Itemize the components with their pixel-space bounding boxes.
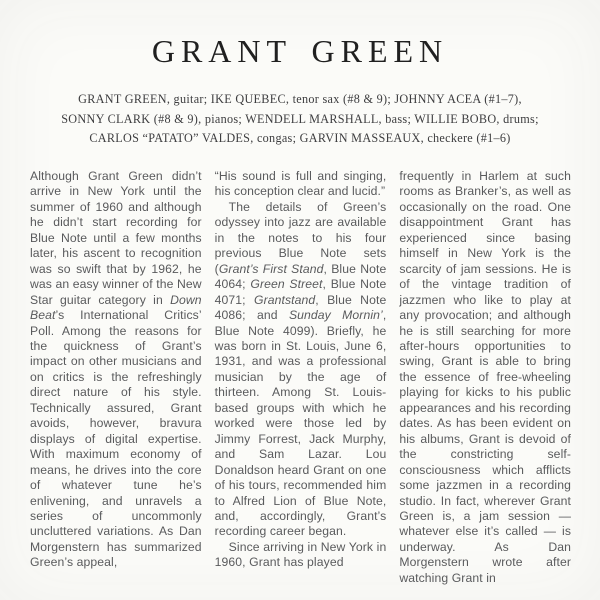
notes-column-1 xyxy=(30,169,202,586)
paragraph xyxy=(215,540,387,571)
text-segment: The details of Green’s odyssey into jazz are available in the notes to his four previous Blue Note sets ( xyxy=(214,199,387,276)
credit-line-1: GRANT GREEN, guitar; IKE QUEBEC, tenor sax (#8 & 9); JOHNNY ACEA (#1–7), xyxy=(78,92,522,106)
text-segment: , Blue Note 4099). Briefly, he was born in St. Louis, June 6, 1931, and was a professional musician by the age of thirteen. Among St. Louis-based groups with which he worked were those led by Jimmy Forrest, Jack Murphy, and Sam Lazar. Lou Donaldson heard Grant on one of his tours, recommended him to Alfred Lion of Blue Note, and, accordingly, Grant’s recording career began. xyxy=(214,308,387,539)
paragraph xyxy=(399,169,571,586)
notes-column-2 xyxy=(215,169,387,586)
credit-line-3: CARLOS “PATATO” VALDES, congas; GARVIN MASSEAUX, checkere (#1–6) xyxy=(89,131,511,145)
credit-line-2: SONNY CLARK (#8 & 9), pianos; WENDELL MARSHALL, bass; WILLIE BOBO, drums; xyxy=(61,111,539,126)
paragraph xyxy=(215,169,387,200)
paragraph xyxy=(215,200,387,540)
text-segment: , Blue Note 4086; and xyxy=(214,292,387,323)
paragraph xyxy=(30,169,202,571)
album-name: Grant’s First Stand xyxy=(218,261,324,276)
album-name: Green Street xyxy=(250,277,323,292)
notes-column-3 xyxy=(399,169,571,586)
personnel-credits xyxy=(20,90,580,149)
text-segment: Although Grant Green didn’t arrive in New York until the summer of 1960 and although he didn’t start recording for Blue Note until a few months later, his ascent to recognition was so swift that by 1962, he was an easy winner of the New Star guitar category in xyxy=(30,169,202,307)
text-segment: ’s International Critics’ Poll. Among the reasons for the quickness of Grant’s impact on other musicians and on critics is the refreshingly direct nature of his style. Technically assured, Grant avoids, however, bravura displays of digital expertise. With maximum economy of means, he drives into the core of whatever tune he’s enlivening, and unravels a series of uncommonly uncluttered variations. As Dan Morgenstern has summarized Green’s appeal, xyxy=(30,308,202,570)
liner-notes-body xyxy=(30,169,571,586)
text-segment: Since arriving in New York in 1960, Grant has played xyxy=(214,539,387,570)
text-segment: “His sound is full and singing, his conception clear and lucid.” xyxy=(214,169,387,199)
album-title: GRANT GREEN xyxy=(151,33,449,69)
text-segment: frequently in Harlem at such rooms as Branker’s, as well as occasionally on the road. One disappointment Grant has experienced since basing himself in New York is the scarcity of jam sessions. He is of the vintage tradition of jazzmen who like to play at any provocation; and although he is still searching for more after-hours opportunities to swing, Grant is able to bring the essence of free-wheeling playing for kicks to his public appearances and his recording dates. As has been evident on his albums, Grant is devoid of the constricting self-consciousness which afflicts some jazzmen in a recording studio. In fact, wherever Grant Green is, a jam session — whatever else it’s called — is underway. As Dan Morgenstern wrote after watching Grant in xyxy=(399,169,572,585)
album-name: Sunday Mornin’ xyxy=(288,308,383,323)
album-name: Grantstand xyxy=(253,292,316,307)
publication-title: Down Beat xyxy=(30,292,202,323)
text-segment: , Blue Note 4064; xyxy=(214,261,387,292)
text-segment: , Blue Note 4071; xyxy=(214,277,387,307)
